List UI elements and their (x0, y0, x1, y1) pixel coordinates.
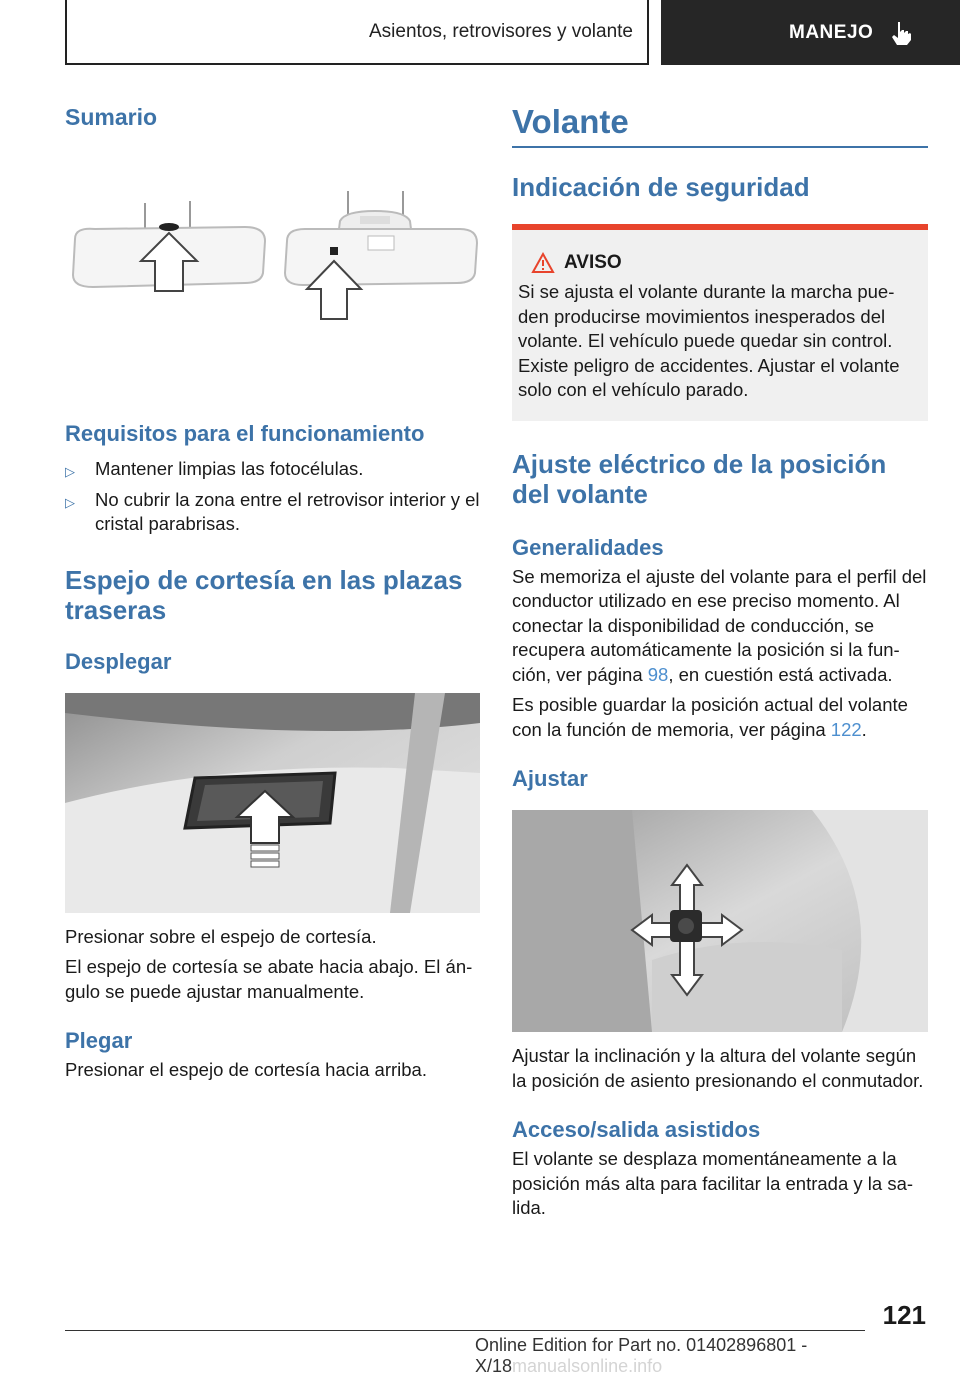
warning-title: AVISO (564, 252, 622, 273)
page-number: 121 (882, 1300, 926, 1330)
hand-pointer-icon (889, 20, 913, 46)
warning-header (518, 252, 914, 274)
generalidades-text-2: Es posible guardar la posición actual del volante con la función de memoria, ver página 122. (512, 694, 908, 740)
section-title-generalidades: Generalidades (512, 534, 664, 560)
section-title-espejo: Espejo de cortesía en las plazas traseras (65, 564, 463, 625)
title-divider (512, 146, 928, 148)
section-title-sumario: Sumario (65, 104, 158, 130)
edition-text: Online Edition for Part no. 01402896801 - X/18 (475, 1335, 808, 1376)
desplegar-step-2: El espejo de cortesía se abate hacia abajo. El ángulo se puede ajustar manualmente. (65, 956, 473, 1002)
rearview-mirror-illustration (65, 191, 480, 371)
section-title-desplegar: Desplegar (65, 648, 172, 674)
warning-box (512, 224, 928, 421)
header-section-title: Asientos, retrovisores y volante (368, 20, 633, 42)
list-item: ▷ Mantener limpias las fotocélulas. (65, 457, 480, 482)
section-title-ajuste: Ajuste eléctrico de la posición del volante (512, 448, 887, 509)
header-section (65, 0, 649, 65)
section-title-plegar: Plegar (65, 1028, 133, 1053)
desplegar-step-1: Presionar sobre el espejo de cortesía. (65, 925, 377, 947)
requisitos-list (65, 457, 480, 537)
steering-switch-photo (512, 810, 928, 1032)
section-title-ajustar: Ajustar (512, 766, 588, 791)
watermark: manualsonline.info (512, 1356, 663, 1376)
header-chapter-title: MANEJO (789, 21, 874, 43)
footer-edition (475, 1335, 960, 1377)
list-item: ▷ No cubrir la zona entre el retrovisor interior y el cristal parabrisas. (65, 488, 480, 534)
warning-text: Si se ajusta el volante durante la marcha pueden producirse movimientos inesperados del volante. El vehículo puede quedar sin control. Existe peligro de accidentes. Ajustar el volante solo con el vehículo parado. (518, 281, 900, 400)
plegar-text: Presionar el espejo de cortesía hacia arriba. (65, 1059, 427, 1080)
page-link[interactable]: 122 (830, 718, 862, 740)
generalidades-text-1: Se memoriza el ajuste del volante para el perfil del conductor utilizado en ese preciso momento. Al conectar la disponibilidad de conducción, se recupera automáticamente la posición si la función, ver página 98, en cuestión está activada. (512, 565, 927, 685)
section-title-requisitos: Requisitos para el funcionamiento (65, 421, 425, 446)
header-chapter[interactable] (661, 0, 960, 65)
section-title-acceso: Acceso/salida asistidos (512, 1117, 761, 1142)
ajustar-text: Ajustar la inclinación y la altura del volante según la posición de asiento presionando el conmutador. (512, 1045, 924, 1091)
vanity-mirror-photo (65, 693, 480, 913)
section-title-seguridad: Indicación de seguridad (512, 172, 810, 202)
triangle-bullet-icon: ▷ (65, 494, 75, 510)
section-title-volante: Volante (512, 103, 629, 140)
acceso-text: El volante se desplaza momentáneamente a la posición más alta para facilitar la entrada y la salida. (512, 1148, 914, 1218)
triangle-bullet-icon: ▷ (65, 464, 75, 479)
footer-divider (65, 1330, 865, 1331)
warning-triangle-icon (532, 253, 554, 273)
page-link[interactable]: 98 (647, 663, 669, 685)
